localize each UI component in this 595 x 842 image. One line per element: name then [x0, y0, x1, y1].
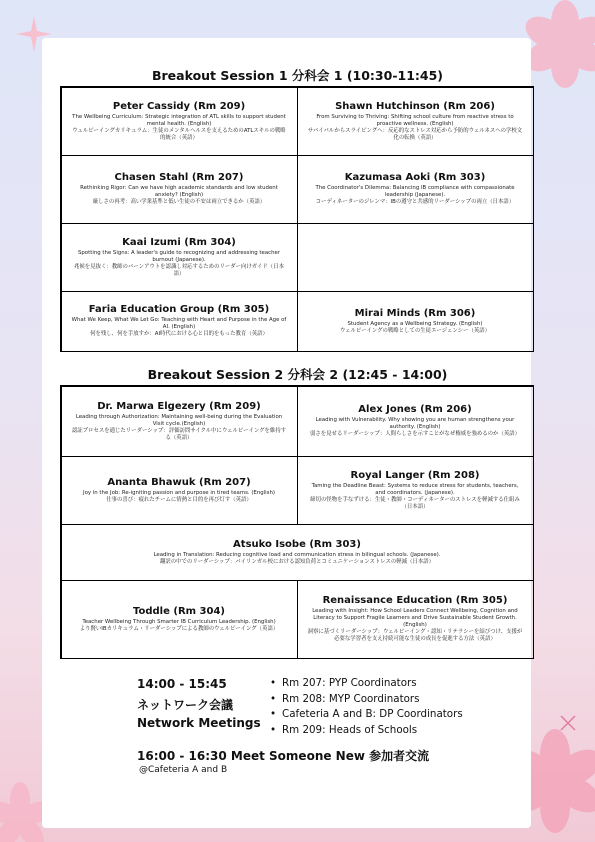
- session1-title: Breakout Session 1 分科会 1 (10:30-11:45): [151, 68, 444, 83]
- talk-title-jp: サバイバルからスライビングへ：反応的なストレス対応から予防的ウェルネスへの学校文化の転換（英語）: [307, 127, 523, 141]
- talk-title-jp: 弱さを見せるリーダーシップ：人間らしさを示すことがなぜ権威を強めるのか（英語）: [309, 431, 521, 437]
- speaker-name: Atsuko Isobe (Rm 303): [233, 538, 361, 550]
- talk-title-jp: コーディネーターのジレンマ：IBの遵守と共感的リーダーシップの両立（日本語）: [315, 199, 515, 205]
- talk-title-jp: ウェルビーイングの戦略としての生徒エージェンシー（英語）: [339, 327, 491, 334]
- talk-title-en: Rethinking Rigor: Can we have high academic standards and low student anxiety? (English): [80, 185, 278, 198]
- talk-title-en: From Surviving to Thriving: Shifting school culture from reactive stress to proactive wellness. (English): [316, 113, 514, 127]
- talk-title-en: Joy in the Job: Re-igniting passion and purpose in tired teams. (English): [83, 489, 275, 496]
- session1-cell: [61, 87, 298, 156]
- speaker-name: Peter Cassidy (Rm 209): [112, 100, 246, 112]
- talk-title-jp: 翻訳の中でのリーダーシップ：バイリンガル校における認知負荷とコミュニケーションストレスの軽減（日本語）: [159, 558, 435, 565]
- talk-title-en: Leading with Insight: How School Leaders Connect Wellbeing, Cognition and Literacy to Support Fragile Learners and Drive Sustainable Student Growth. (English): [312, 608, 518, 628]
- talk-title-jp: より賢いIBカリキュラム・リーダーシップによる教師のウェルビーイング（英語）: [79, 625, 279, 632]
- speaker-name: Alex Jones (Rm 206): [358, 404, 472, 415]
- session2-cell: [297, 456, 534, 525]
- speaker-name: Shawn Hutchinson (Rm 206): [335, 100, 495, 112]
- list-item: • Rm 209: Heads of Schools: [268, 723, 463, 739]
- meet-location: @Cafeteria A and B: [139, 765, 228, 775]
- speaker-name: Royal Langer (Rm 208): [350, 469, 480, 481]
- speaker-name: Faria Education Group (Rm 305): [88, 304, 270, 315]
- talk-title-en: What We Keep, What We Let Go: Teaching with Heart and Purpose in the Age of AI. (English): [71, 317, 287, 330]
- session1-cell: [61, 223, 298, 292]
- talk-title-jp: 締切の怪物を手なずける：生徒・教師・コーディネーターのストレスを軽減する仕組み（日本語）: [310, 496, 520, 510]
- session1-cell: [61, 291, 298, 352]
- session1-empty-cell: [297, 223, 534, 292]
- talk-title-jp: 仕事の喜び：疲れたチームに情熱と目的を再び灯す（英語）: [106, 496, 252, 503]
- speaker-name: Mirai Minds (Rm 306): [354, 307, 476, 319]
- talk-title-en: Taming the Deadline Beast: Systems to reduce stress for students, teachers, and coordinators. (Japanese).: [311, 482, 519, 496]
- talk-title-en: Leading through Authorization: Maintaining well-being during the Evaluation Visit cycle.(English): [75, 413, 283, 427]
- session2-cell: [297, 580, 534, 659]
- session1-cell: [61, 155, 298, 224]
- talk-title-en: Student Agency as a Wellbeing Strategy. (English): [347, 320, 483, 327]
- talk-title-en: Leading with Vulnerability. Why showing you are human strengthens your authority. (English): [315, 417, 515, 430]
- session2-cell: [297, 386, 534, 457]
- talk-title-jp: 何を残し、何を手放すか：AI時代における心と目的をもった教育（英語）: [90, 331, 268, 337]
- session1-cell: [297, 87, 534, 156]
- session2-cell: [61, 580, 298, 659]
- talk-title-en: The Coordinator's Dilemma: Balancing IB compliance with compassionate leadership (Japanese).: [315, 185, 515, 198]
- speaker-name: Chasen Stahl (Rm 207): [114, 172, 244, 183]
- list-item: • Rm 208: MYP Coordinators: [268, 692, 463, 708]
- network-title-en: Network Meetings: [137, 716, 261, 730]
- speaker-name: Dr. Marwa Elgezery (Rm 209): [97, 400, 261, 412]
- meet-title: 16:00 - 16:30 Meet Someone New 参加者交流: [137, 749, 430, 763]
- session2-grid: [60, 385, 534, 659]
- session1-grid: [60, 86, 534, 352]
- session1-cell: [297, 291, 534, 352]
- speaker-name: Kaai Izumi (Rm 304): [122, 236, 236, 248]
- session2-cell-wide: [61, 524, 534, 581]
- talk-title-en: Teacher Wellbeing Through Smarter IB Curriculum Leadership. (English): [82, 618, 276, 625]
- session2-title: Breakout Session 2 分科会 2 (12:45 - 14:00): [147, 367, 448, 382]
- network-time: 14:00 - 15:45: [137, 677, 227, 691]
- list-item: • Cafeteria A and B: DP Coordinators: [268, 707, 463, 723]
- sparkle-decoration-lower-right: [555, 710, 581, 736]
- speaker-name: Kazumasa Aoki (Rm 303): [344, 172, 486, 183]
- list-item: • Rm 207: PYP Coordinators: [268, 676, 463, 692]
- network-title-jp: ネットワーク会議: [137, 698, 234, 712]
- session2-cell: [61, 386, 298, 457]
- talk-title-jp: 厳しさの再考：高い学業基準と低い生徒の不安は両立できるか（英語）: [92, 199, 266, 205]
- talk-title-jp: 洞察に基づくリーダーシップ：ウェルビーイング・認知・リテラシーを結びつけ、支援が必要な学習者を支え持続可能な生徒の成長を促進する方法（英語）: [307, 629, 523, 642]
- speaker-name: Toddle (Rm 304): [133, 605, 225, 617]
- session1-cell: [297, 155, 534, 224]
- talk-title-jp: ウェルビーイングカリキュラム：生徒のメンタルヘルスを支えるためのATLスキルの戦略的統合（英語）: [72, 127, 286, 141]
- network-room-list: [268, 676, 463, 738]
- talk-title-en: Spotting the Signs: A leader's guide to recognizing and addressing teacher burnout (Japanese).: [77, 249, 281, 263]
- talk-title-en: The Wellbeing Curriculum: Strategic integration of ATL skills to support student mental health. (English): [72, 113, 286, 127]
- speaker-name: Renaissance Education (Rm 305): [322, 595, 508, 606]
- speaker-name: Ananta Bhawuk (Rm 207): [107, 476, 251, 488]
- talk-title-jp: 認証プロセスを通じたリーダーシップ：評価訪問サイクル中にウェルビーイングを維持する（英語）: [71, 427, 287, 441]
- session2-cell: [61, 456, 298, 525]
- talk-title-jp: 兆候を見抜く：教師のバーンアウトを認識し対応するためのリーダー向けガイド（日本語）: [74, 263, 284, 277]
- talk-title-en: Leading in Translation: Reducing cognitive load and communication stress in bilingual schools. (Japanese).: [153, 551, 441, 558]
